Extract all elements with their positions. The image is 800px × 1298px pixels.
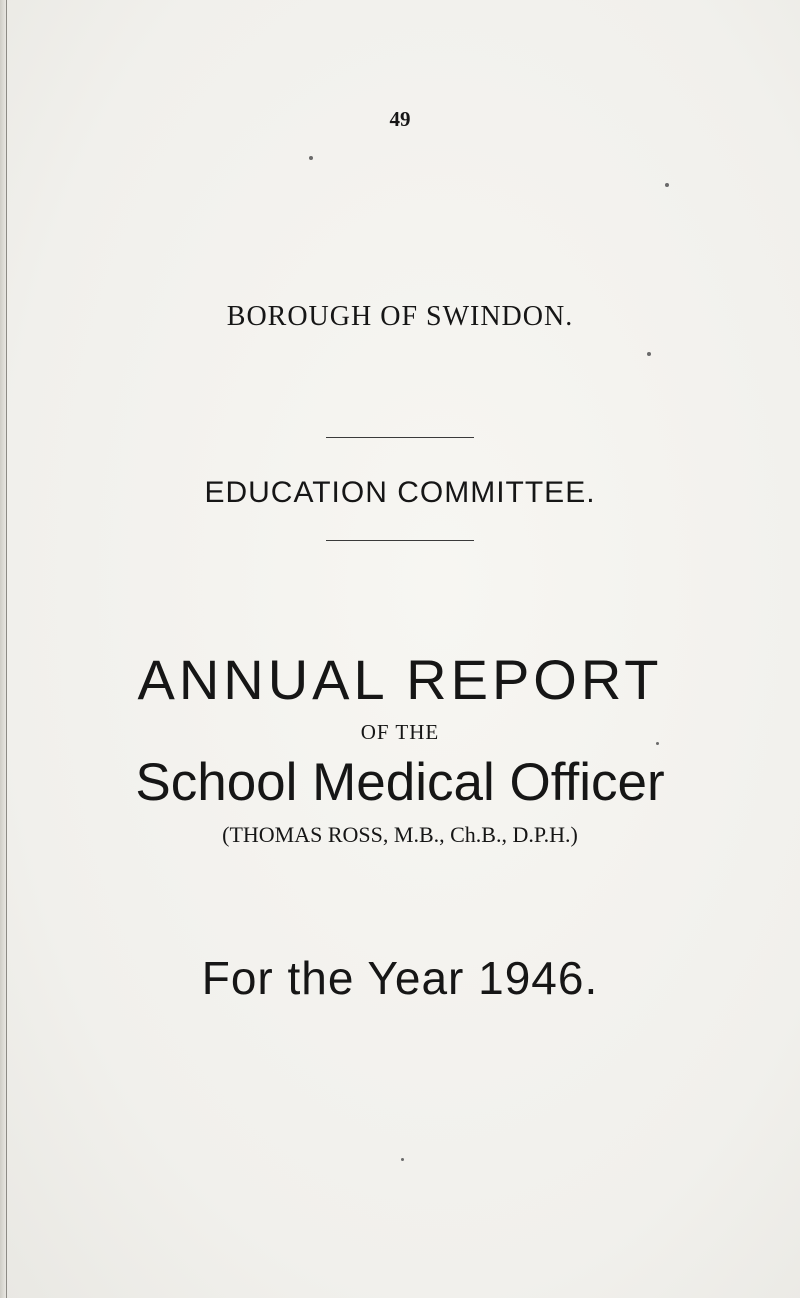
divider-rule-top — [326, 437, 474, 438]
report-title: ANNUAL REPORT — [137, 648, 663, 711]
paper-speck — [401, 1158, 404, 1161]
title-connector: OF THE — [360, 720, 440, 744]
paper-speck — [656, 742, 659, 745]
committee-heading: EDUCATION COMMITTEE. — [204, 476, 596, 509]
author-credit: (THOMAS ROSS, M.B., Ch.B., D.P.H.) — [222, 822, 578, 847]
paper-speck — [309, 156, 313, 160]
page-number: 49 — [389, 107, 411, 131]
borough-heading: BOROUGH OF SWINDON. — [226, 301, 574, 332]
divider-rule-bottom — [326, 540, 474, 541]
report-subject: School Medical Officer — [135, 753, 665, 812]
paper-speck — [647, 352, 651, 356]
report-year: For the Year 1946. — [201, 952, 599, 1004]
paper-speck — [665, 183, 669, 187]
